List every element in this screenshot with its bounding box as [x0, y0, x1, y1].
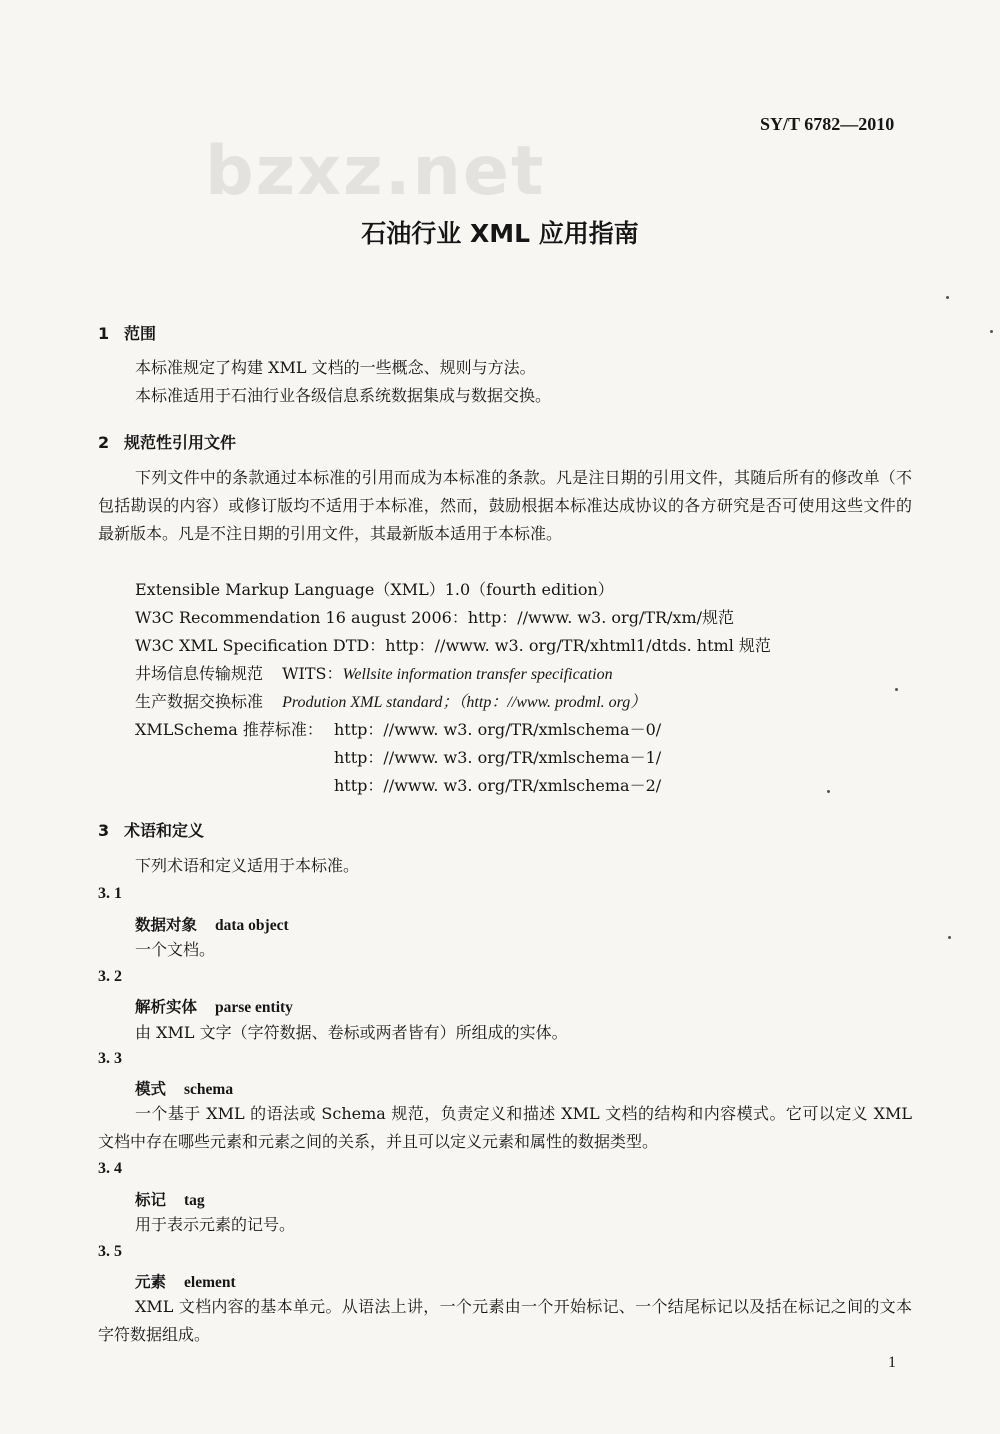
term-en: parse entity [215, 999, 293, 1016]
term-entry [135, 1270, 236, 1292]
section-title: 范围 [124, 324, 157, 343]
reference-url: http：//www. w3. org/TR/xmlschema－0/ [334, 720, 662, 739]
term-zh: 数据对象 [135, 916, 198, 934]
section-number: 1 [98, 324, 110, 343]
term-zh: 元素 [135, 1273, 167, 1291]
term-definition: 一个文档。 [135, 940, 216, 959]
clause-number: 3. 1 [98, 885, 122, 902]
reference-label: 生产数据交换标准 [135, 692, 264, 711]
term-entry [135, 913, 289, 935]
page-title: 石油行业 XML 应用指南 [361, 219, 639, 248]
term-zh: 模式 [135, 1080, 167, 1098]
section-title: 规范性引用文件 [124, 433, 237, 452]
reference-item: W3C XML Specification DTD：http：//www. w3. org/TR/xhtml1/dtds. html 规范 [135, 636, 771, 655]
reference-value: WITS： [282, 664, 343, 683]
normative-paragraph: 下列文件中的条款通过本标准的引用而成为本标准的条款。凡是注日期的引用文件，其随后所有的修改单（不包括勘误的内容）或修订版均不适用于本标准，然而，鼓励根据本标准达成协议的各方研究是否可使用这些文件的最新版本。凡是不注日期的引用文件，其最新版本适用于本标准。 [98, 468, 912, 543]
term-entry [135, 995, 293, 1017]
term-en: schema [184, 1081, 234, 1098]
scan-speck [827, 790, 830, 793]
page-number: 1 [888, 1354, 896, 1371]
section-2-heading [98, 430, 236, 453]
term-entry [135, 1077, 233, 1099]
paragraph: 下列术语和定义适用于本标准。 [135, 856, 360, 875]
section-1-heading [98, 321, 156, 344]
paragraph: 本标准规定了构建 XML 文档的一些概念、规则与方法。 [135, 358, 536, 377]
watermark: bzxz.net [205, 132, 546, 211]
scan-speck [990, 330, 993, 333]
reference-item: Extensible Markup Language（XML）1.0（fourth edition） [135, 580, 614, 599]
section-number: 3 [98, 821, 110, 840]
term-definition: 一个基于 XML 的语法或 Schema 规范，负责定义和描述 XML 文档的结构和内容模式。它可以定义 XML 文档中存在哪些元素和元素之间的关系，并且可以定义元素和属性的数据类型。 [98, 1104, 912, 1151]
reference-url: http：//www. w3. org/TR/xmlschema－2/ [334, 776, 662, 795]
scan-speck [946, 296, 949, 299]
paragraph: 本标准适用于石油行业各级信息系统数据集成与数据交换。 [135, 386, 552, 405]
reference-label: 井场信息传输规范 [135, 664, 264, 683]
section-3-heading [98, 818, 204, 841]
reference-item: XMLSchema 推荐标准： [135, 720, 323, 739]
scan-speck [895, 688, 898, 691]
term-zh: 标记 [135, 1191, 167, 1209]
reference-item: W3C Recommendation 16 august 2006：http：//www. w3. org/TR/xm/规范 [135, 608, 735, 627]
clause-number: 3. 3 [98, 1050, 122, 1067]
reference-url: http：//www. w3. org/TR/xmlschema－1/ [334, 748, 662, 767]
term-definition: 用于表示元素的记号。 [135, 1215, 296, 1234]
clause-number: 3. 4 [98, 1160, 122, 1177]
term-definition: 由 XML 文字（字符数据、卷标或两者皆有）所组成的实体。 [135, 1023, 568, 1042]
reference-title: Prodution XML standard；（http：//www. prodml. org） [282, 694, 647, 711]
section-title: 术语和定义 [124, 821, 205, 840]
term-definition: XML 文档内容的基本单元。从语法上讲，一个元素由一个开始标记、一个结尾标记以及括在标记之间的文本字符数据组成。 [98, 1297, 912, 1344]
scan-speck [948, 936, 951, 939]
reference-title: Wellsite information transfer specification [342, 666, 613, 683]
reference-item [135, 688, 646, 717]
clause-number: 3. 5 [98, 1243, 122, 1260]
term-zh: 解析实体 [135, 998, 198, 1016]
term-en: data object [215, 917, 289, 934]
term-entry [135, 1188, 205, 1210]
term-en: tag [184, 1192, 205, 1209]
clause-number: 3. 2 [98, 968, 122, 985]
term-en: element [184, 1274, 236, 1291]
section-number: 2 [98, 433, 110, 452]
standard-number: SY/T 6782—2010 [760, 114, 895, 134]
reference-item [135, 660, 613, 689]
